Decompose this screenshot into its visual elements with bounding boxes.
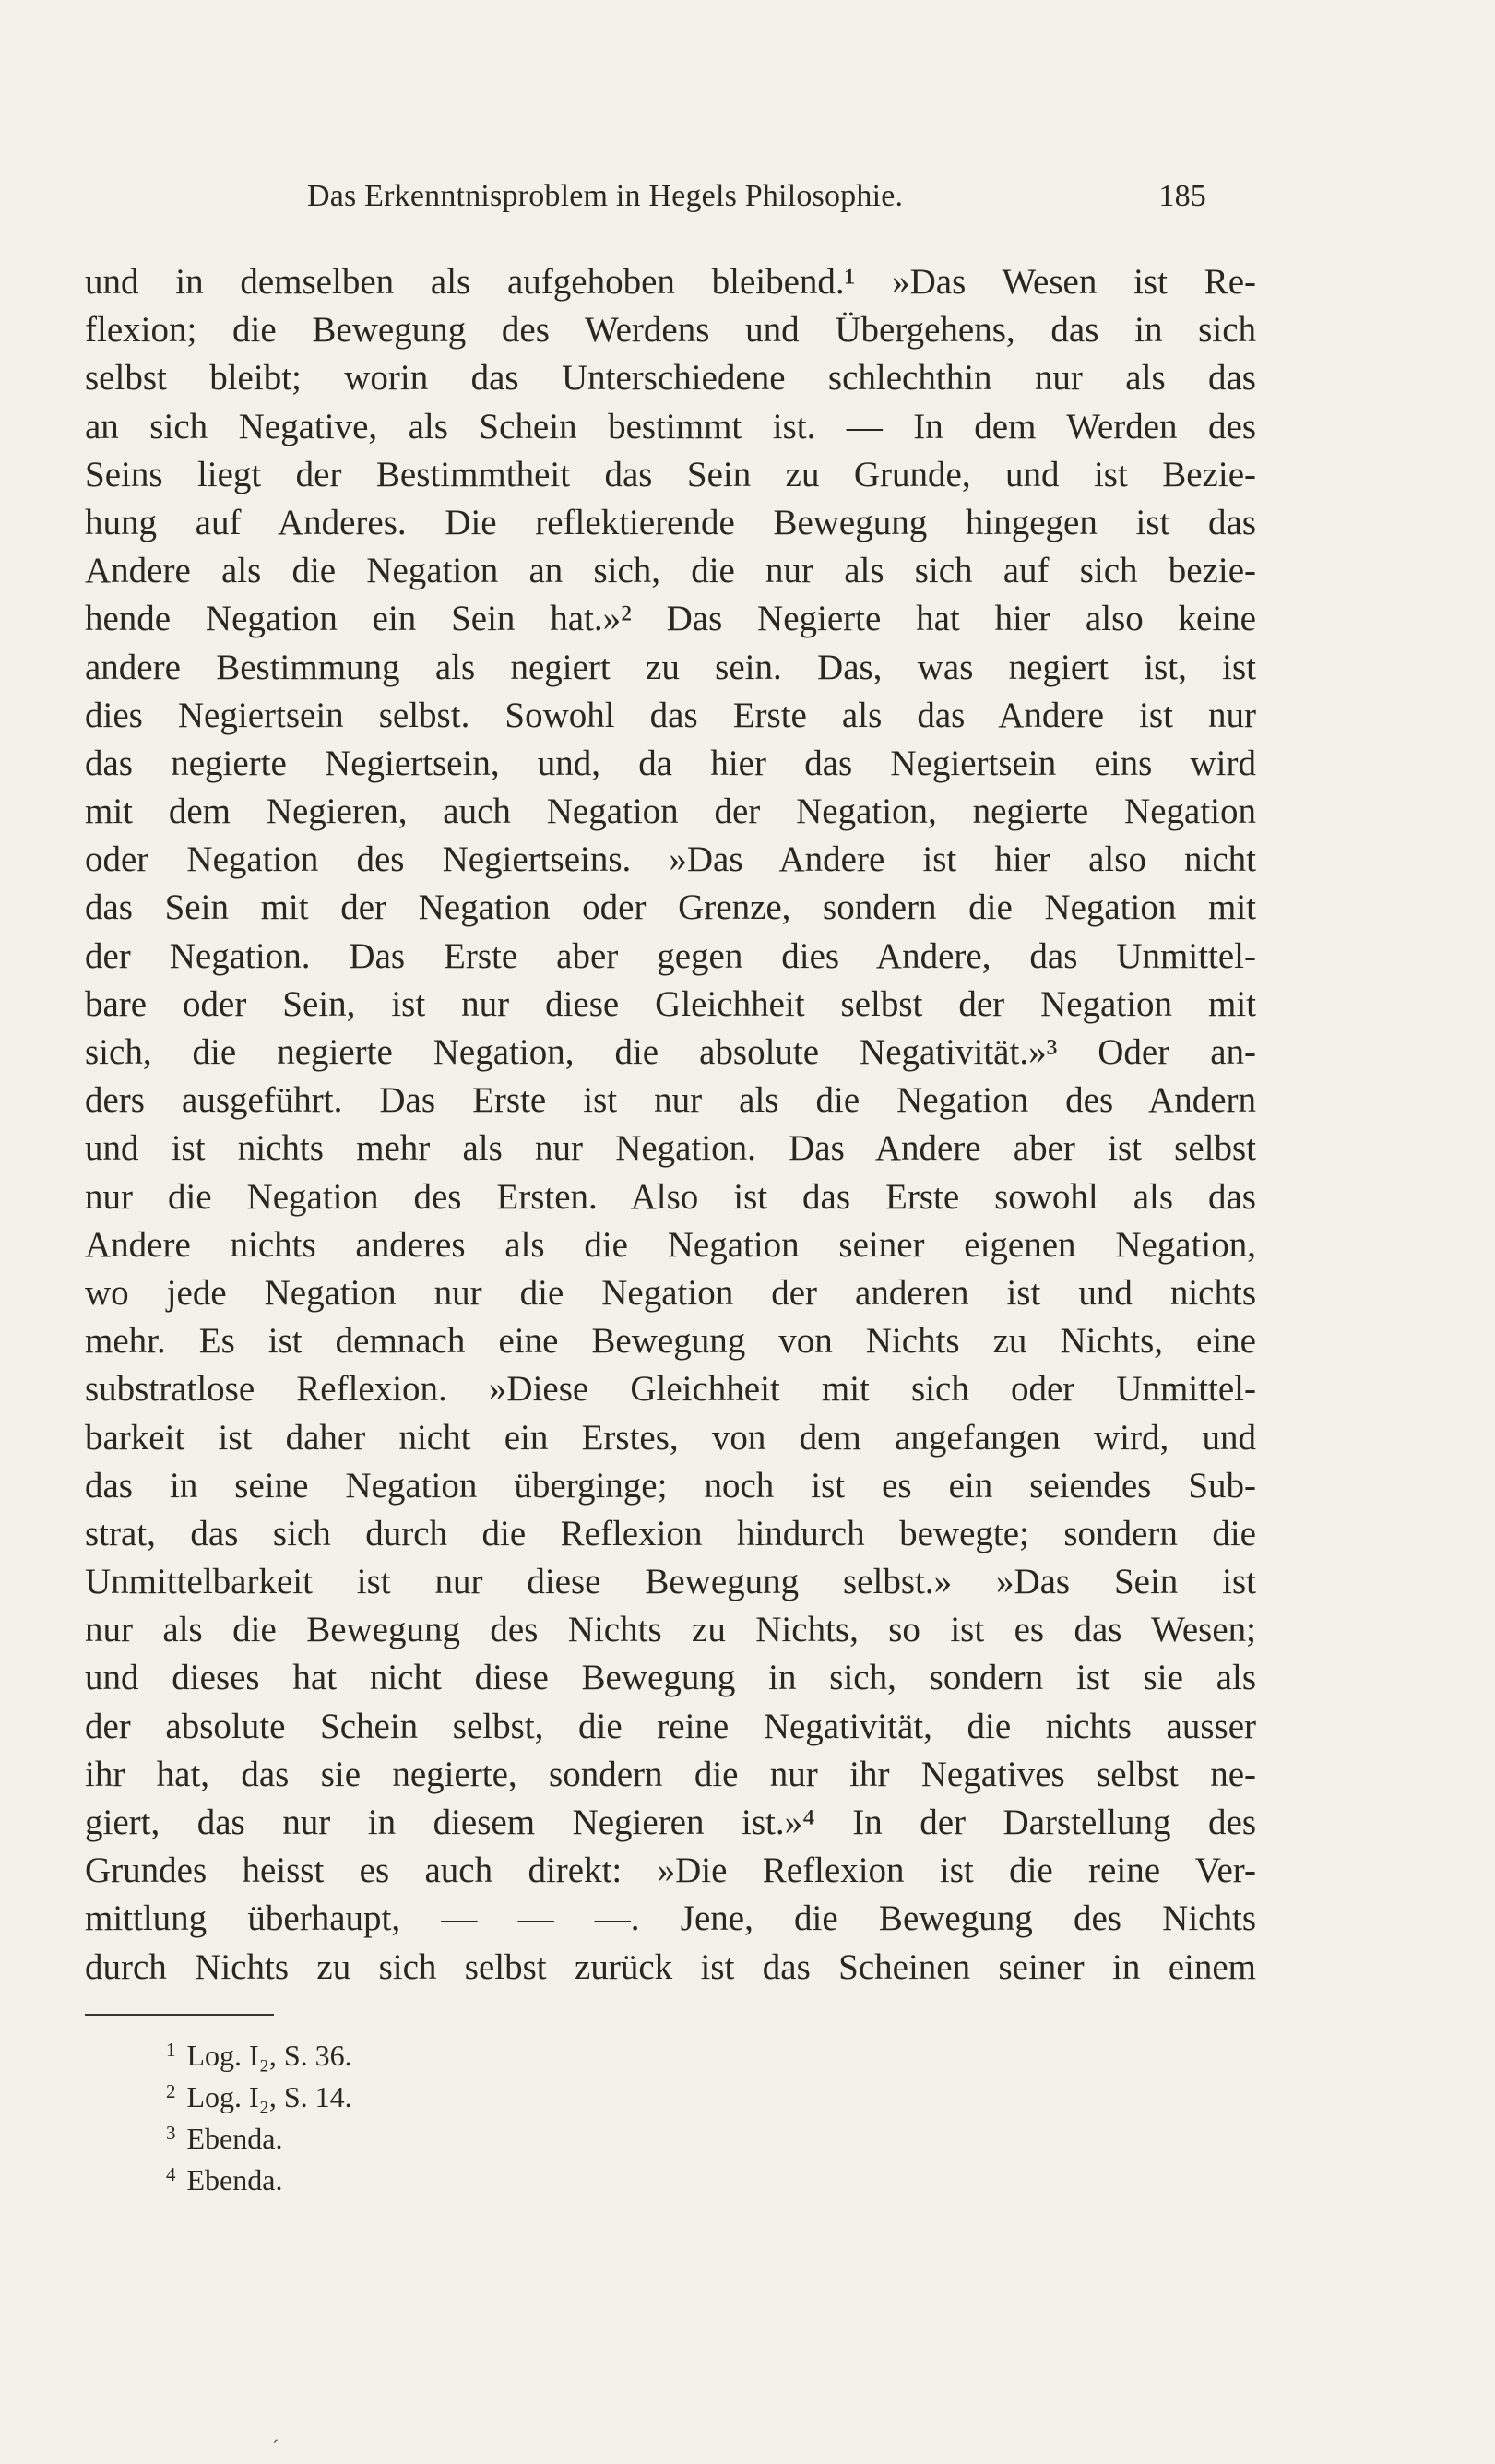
text-line: an sich Negative, als Schein bestimmt ist. — In dem Werden des xyxy=(85,406,1256,446)
footnote xyxy=(166,2030,719,2071)
text-line: hung auf Anderes. Die reflektierende Bewegung hingegen ist das xyxy=(85,502,1256,542)
footnote-mark: 4 xyxy=(166,2163,176,2185)
text-line: mittlung überhaupt, — — —. Jene, die Bewegung des Nichts xyxy=(85,1899,1256,1939)
text-line: wo jede Negation nur die Negation der anderen ist und nichts xyxy=(85,1272,1256,1313)
footnote-mark: 1 xyxy=(166,2039,176,2061)
text-line: mit dem Negieren, auch Negation der Negation, negierte Negation xyxy=(85,792,1256,832)
text-line: Unmittelbarkeit ist nur diese Bewegung selbst.» »Das Sein ist xyxy=(85,1562,1256,1602)
text-line: Andere als die Negation an sich, die nur als sich auf sich bezie- xyxy=(85,551,1256,591)
footnote-mark: 3 xyxy=(166,2122,176,2144)
footnote xyxy=(166,2071,719,2113)
stray-ink-mark: ˊ xyxy=(272,2435,279,2458)
footnote-mark: 2 xyxy=(166,2080,176,2102)
footnote xyxy=(166,2154,719,2196)
text-line: das in seine Negation überginge; noch ist es ein seiendes Sub- xyxy=(85,1465,1256,1506)
text-line: der Negation. Das Erste aber gegen dies Andere, das Unmittel- xyxy=(85,935,1256,976)
text-line: hende Negation ein Sein hat.»² Das Negierte hat hier also keine xyxy=(85,599,1256,639)
text-line: und dieses hat nicht diese Bewegung in sich, sondern ist sie als xyxy=(85,1658,1256,1698)
text-line: das Sein mit der Negation oder Grenze, sondern die Negation mit xyxy=(85,887,1256,928)
footnote-text: Log. I₂, S. 14. xyxy=(186,2080,352,2113)
text-line: und ist nichts mehr als nur Negation. Das Andere aber ist selbst xyxy=(85,1128,1256,1169)
footnote-divider xyxy=(85,2014,274,2016)
text-line: nur als die Bewegung des Nichts zu Nichts, so ist es das Wesen; xyxy=(85,1610,1256,1650)
text-line: flexion; die Bewegung des Werdens und Übergehens, das in sich xyxy=(85,310,1256,351)
text-line: giert, das nur in diesem Negieren ist.»⁴ In der Darstellung des xyxy=(85,1803,1256,1842)
text-line: Seins liegt der Bestimmtheit das Sein zu Grunde, und ist Bezie- xyxy=(85,454,1256,494)
footnote-text: Ebenda. xyxy=(186,2163,283,2196)
text-line: das negierte Negiertsein, und, da hier das Negiertsein eins wird xyxy=(85,743,1256,783)
text-line: sich, die negierte Negation, die absolute Negativität.»³ Oder an- xyxy=(85,1032,1256,1072)
page-number: 185 xyxy=(1158,179,1206,213)
text-line: mehr. Es ist demnach eine Bewegung von Nichts zu Nichts, eine xyxy=(85,1321,1256,1362)
running-head xyxy=(307,173,1206,220)
text-line: ders ausgeführt. Das Erste ist nur als die Negation des Andern xyxy=(85,1080,1256,1121)
footnotes xyxy=(166,2030,719,2196)
text-line: barkeit ist daher nicht ein Erstes, von dem angefangen wird, und xyxy=(85,1417,1256,1458)
text-line: der absolute Schein selbst, die reine Negativität, die nichts ausser xyxy=(85,1706,1256,1746)
text-line: bare oder Sein, ist nur diese Gleichheit selbst der Negation mit xyxy=(85,983,1256,1024)
text-line: und in demselben als aufgehoben bleibend.¹ »Das Wesen ist Re- xyxy=(85,262,1256,302)
footnote-text: Log. I₂, S. 36. xyxy=(186,2039,352,2072)
text-line: Andere nichts anderes als die Negation seiner eigenen Negation, xyxy=(85,1224,1256,1265)
text-line: substratlose Reflexion. »Diese Gleichheit mit sich oder Unmittel- xyxy=(85,1369,1256,1410)
text-line: oder Negation des Negiertseins. »Das Andere ist hier also nicht xyxy=(85,839,1256,880)
text-line: ihr hat, das sie negierte, sondern die nur ihr Negatives selbst ne- xyxy=(85,1754,1256,1794)
text-line: durch Nichts zu sich selbst zurück ist das Scheinen seiner in einem xyxy=(85,1946,1256,1987)
running-head-title: Das Erkenntnisproblem in Hegels Philosophie. xyxy=(307,179,904,213)
text-line: strat, das sich durch die Reflexion hindurch bewegte; sondern die xyxy=(85,1513,1256,1553)
text-line: dies Negiertsein selbst. Sowohl das Erste als das Andere ist nur xyxy=(85,695,1256,735)
footnote-text: Ebenda. xyxy=(186,2122,283,2155)
text-line: Grundes heisst es auch direkt: »Die Reflexion ist die reine Ver- xyxy=(85,1851,1256,1891)
text-line: nur die Negation des Ersten. Also ist das Erste sowohl als das xyxy=(85,1176,1256,1217)
text-line: andere Bestimmung als negiert zu sein. Das, was negiert ist, ist xyxy=(85,647,1256,687)
body-text xyxy=(85,258,1256,1992)
text-line: selbst bleibt; worin das Unterschiedene schlechthin nur als das xyxy=(85,358,1256,399)
footnote xyxy=(166,2113,719,2154)
